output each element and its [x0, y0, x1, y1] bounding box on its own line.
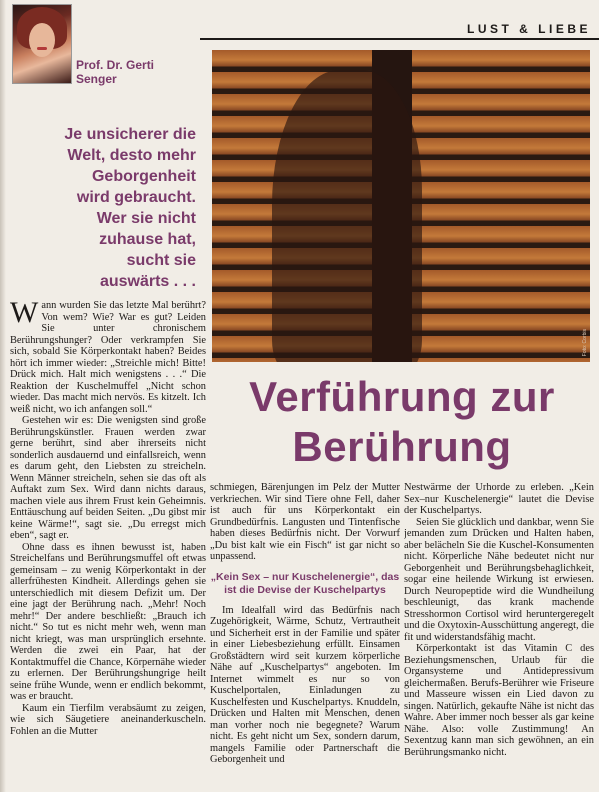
paragraph: Nestwärme der Urhorde zu erleben. „Kein Sex–nur Kuschelenergie“ lautet die Devise der Kuschelpartys.: [404, 482, 594, 516]
article-column-1: [10, 300, 206, 792]
page-edge-shadow: [0, 0, 6, 792]
woman-silhouette: [272, 70, 422, 362]
author-name-line2: Senger: [76, 72, 117, 86]
author-byline: [76, 58, 154, 86]
header-rule: [200, 38, 599, 40]
paragraph-text: ann wurden Sie das letzte Mal berührt? Von wem? Wie? War es gut? Leiden Sie unter chronischem Berührungshunger? Oder verkrampfen Sie sich, sobald Sie Körperkontakt haben? Beides hört ich immer wieder: „Streichle mich! Bitte! Drück mich. Halt mich wenigstens . . .“ Die Reaktion der Kuschelmuffel „Nicht schon wieder. Das macht mich nervös. Es kitzelt. Ich weiß nicht, wo ich anfangen soll.“: [10, 300, 206, 415]
headline-line1: Verführung zur: [249, 373, 555, 420]
paragraph: Im Idealfall wird das Bedürfnis nach Zugehörigkeit, Wärme, Schutz, Vertrautheit und Sicherheit erst in der Familie und später in einer Liebesbeziehung erfüllt. Einsamen Großstädtern wird seit kurzem körperliche Nähe auf „Kuschelpartys“ angeboten. Im Internet wimmelt es nur so von Kuschelportalen, Einladungen zu Kuschelfesten und Kuschelpartys. Knuddeln, Drücken und Halten mit Menschen, denen man vorher noch nie begegnete? Warum nicht. Es geht nicht um Sex, sondern darum, mangels Familie oder Partnerschaft die Geborgenheit und: [210, 604, 400, 765]
author-photo: [12, 4, 72, 84]
paragraph: Körperkontakt ist das Vitamin C des Beziehungsmenschen, Urlaub für die Organsysteme und Antidepressivum gleichermaßen. Berufs-Berührer wie Friseure und Masseure wissen ein Lied davon zu singen. Natürlich, gekaufte Nähe ist nicht das Wahre. Aber immer noch besser als gar keine Nähe. Also: volle Zustimmung! An Sexentzug kann man sich gewöhnen, an ein Berührungsmanko nicht.: [404, 643, 594, 758]
drop-cap: W: [10, 300, 39, 329]
teaser-text: Je unsicherer die Welt, desto mehr Geborgenheit wird gebraucht. Wer sie nicht zuhause hat, sucht sie auswärts . . .: [64, 126, 196, 290]
article-column-3: [404, 482, 594, 792]
paragraph: schmiegen, Bärenjungen im Pelz der Mutter verkriechen. Wir sind Tiere ohne Fell, daher ist auch für uns Körperkontakt ein Grundbedürfnis. Langusten und Tintenfische haben dieses Bedürfnis nicht. Der Vorwurf „Du bist kalt wie ein Fisch“ ist gar nicht so unpassend.: [210, 482, 400, 562]
subheading: „Kein Sex – nur Kuschelenergie“, das ist die Devise der Kuschelpartys: [210, 570, 400, 596]
photo-credit: Foto: Corbis: [582, 328, 588, 356]
paragraph: Seien Sie glücklich und dankbar, wenn Sie jemanden zum Drücken und Halten haben, aber belächeln Sie die Kuschel-Konsumenten nicht. Körperliche Nähe bedeutet nicht nur Geborgenheit und Berührungsbehaglichkeit, sogar eine heilende Wirkung ist erwiesen. Durch Neuropeptide wird die Wundheilung beschleunigt, das krank machende Stresshormon Cortisol wird heruntergeregelt und die Oxytoxin-Ausschüttung angeregt, die fit und widerstandsfähig macht.: [404, 516, 594, 643]
paragraph: Ohne dass es ihnen bewusst ist, haben Streichelfans und Berührungsmuffel oft etwas gemeinsam – zu wenig Körperkontakt in der allerfrühesten Kindheit. Allerdings gehen sie unterschiedlich mit diesem Defizit um. Der eine jagt der Berührung nach. „Mehr! Noch mehr!“ Der andere beschließt: „Brauch ich nicht.“ So tut es nicht mehr weh, wenn man nicht kriegt, was man ursprünglich ersehnte. Werden die zwei ein Paar, hat der Kontaktmuffel die Chance, Körpernähe wieder zu erlernen. Der Berührungshungrige heilt seine frühe Wunde, wenn er endlich bekommt, was er braucht.: [10, 541, 206, 702]
author-name-line1: Prof. Dr. Gerti: [76, 58, 155, 72]
headline-line2: Berührung: [292, 423, 512, 470]
headline: [212, 372, 592, 472]
section-label: LUST & LIEBE: [466, 22, 591, 36]
article-column-2: [210, 482, 400, 792]
hero-photo-shutters: [212, 50, 590, 362]
paragraph: Gestehen wir es: Die wenigsten sind große Berührungskünstler. Frauen werden zwar gerne berührt, sind aber ihrerseits nicht sonderlich ausdauernd und einfallsreich, wenn es darum geht, den Liebsten zu streicheln. Wenn Männer streicheln, sehen sie das oft als Auftakt zum Sex. Wird dann nichts daraus, machen viele aus ihrem Frust kein Geheimnis. Enttäuschung auf beiden Seiten. „Du gibst mir keine Wärme!“, sagt sie. „Du erregst mich eben“, sagt er.: [10, 415, 206, 541]
paragraph: [10, 300, 206, 415]
paragraph: Kaum ein Tierfilm verabsäumt zu zeigen, wie sich Säugetiere aneinanderkuscheln. Fohlen an die Mutter: [10, 702, 206, 737]
